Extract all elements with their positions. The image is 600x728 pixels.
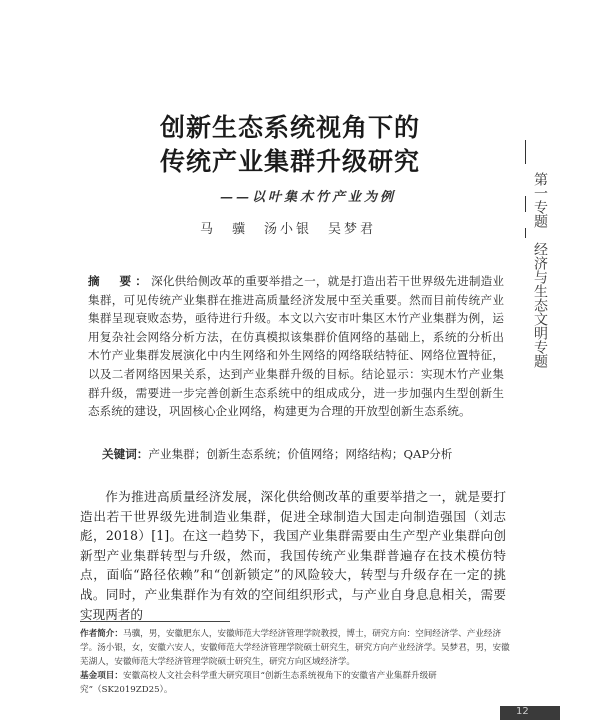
abstract-label: 摘 要：	[88, 274, 152, 288]
article-title-line-1: 创新生态系统视角下的	[159, 113, 420, 142]
article-subtitle: ——以叶集木竹产业为例	[220, 190, 397, 205]
author-bio-footnote	[80, 627, 510, 669]
fund-label: 基金项目：	[80, 671, 123, 681]
sidebar-rule-3	[525, 228, 526, 238]
abstract-text: 深化供给侧改革的重要举措之一，就是打造出若干世界级先进制造业集群，可见传统产业集群在推进高质量经济发展中至关重要。然而目前传统产业集群呈现衰败态势，亟待进行升级。本文以六安市叶集区木竹产业集群为例，运用复杂社会网络分析方法，在仿真模拟该集群价值网络的基础上，系统的分析出木竹产业集群发展演化中内生网络和外生网络的网络联结特征、网络位置特征，以及二者网络因果关系，达到产业集群升级的目标。结论显示：实现木竹产业集群升级，需要进一步完善创新生态系统中的组成成分，进一步加强内生型创新生态系统的建设，巩固核心企业网络，构建更为合理的开放型创新生态系统。	[88, 274, 504, 419]
author-bio-text: 马骥，男，安徽肥东人，安徽师范大学经济管理学院教授，博士，研究方向：空间经济学、产业经济学。汤小银，女，安徽六安人，安徽师范大学经济管理学院硕士研究生，研究方向产业经济学。吴梦君，男，安徽芜湖人，安徽师范大学经济管理学院硕士研究生，研究方向区域经济学。	[80, 629, 510, 667]
keywords-label: 关键词：	[102, 447, 149, 461]
abstract-block	[88, 272, 504, 421]
fund-text: 安徽高校人文社会科学重大研究项目“创新生态系统视角下的安徽省产业集群升级研究”（SK2019ZD25）。	[80, 671, 437, 695]
article-title-line-2: 传统产业集群升级研究	[159, 147, 420, 176]
page-number: 12	[516, 706, 529, 717]
fund-footnote	[80, 669, 510, 697]
article-authors: 马 骥 汤小银 吴梦君	[200, 222, 377, 237]
sidebar-column-label: 第一专题 经济与生态文明专题	[532, 172, 548, 368]
sidebar-rule-2	[525, 196, 526, 212]
body-paragraph: 作为推进高质量经济发展，深化供给侧改革的重要举措之一，就是要打造出若干世界级先进制造业集群，促进全球制造大国走向制造强国（刘志彪，2018）[1]。在这一趋势下，我国产业集群需要由生产型产业集群向创新型产业集群转型与升级，然而，我国传统产业集群普遍存在技术模仿特点，面临“路径依赖”和“创新锁定”的风险较大，转型与升级存在一定的挑战。同时，产业集群作为有效的空间组织形式，与产业自身息息相关，需要实现两者的	[80, 489, 506, 622]
sidebar-rule-1	[525, 140, 526, 164]
footnote-divider	[80, 621, 230, 622]
author-bio-label: 作者简介：	[80, 629, 123, 639]
footnotes-block	[80, 627, 510, 697]
keywords-text: 产业集群；创新生态系统；价值网络；网络结构；QAP分析	[148, 447, 453, 461]
keywords-block	[102, 446, 502, 462]
page-number-tab	[500, 706, 560, 720]
